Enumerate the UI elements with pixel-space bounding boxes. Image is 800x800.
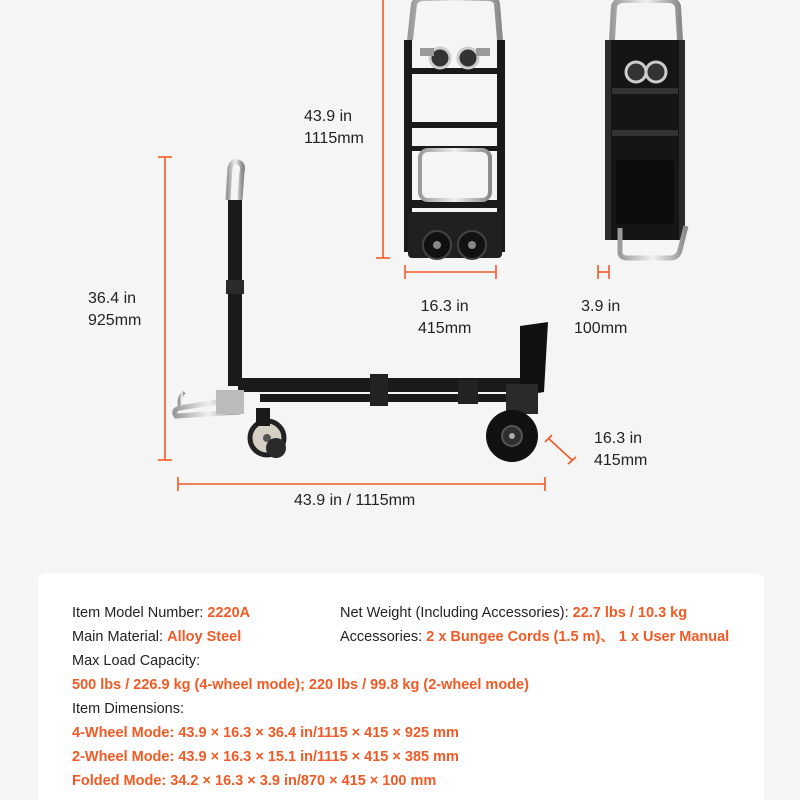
folded-dimensions: Folded Mode: 34.2 × 16.3 × 3.9 in/870 × 415 × 100 mm [72, 773, 437, 789]
upright-view [404, 0, 505, 259]
base-width-imperial: 16.3 in [594, 430, 643, 447]
model-row [72, 603, 250, 623]
side-height-label [88, 288, 141, 332]
front-width-label [418, 296, 471, 340]
two-wheel-dimensions: 2-Wheel Mode: 43.9 × 16.3 × 15.1 in/1115 × 415 × 385 mm [72, 749, 459, 765]
side-height-imperial: 36.4 in [88, 290, 137, 307]
front-width-imperial: 16.3 in [420, 298, 469, 315]
load-label: Max Load Capacity: [72, 653, 201, 669]
accessories-row [340, 627, 729, 647]
dimension-lines [158, 0, 609, 491]
two-wheel-row [72, 747, 459, 767]
weight-label: Net Weight (Including Accessories): [340, 605, 569, 621]
folded-view [605, 0, 686, 258]
side-height-metric: 925mm [88, 312, 142, 329]
folded-depth-metric: 100mm [574, 320, 628, 337]
dimensions-label-row [72, 699, 184, 719]
top-height-imperial: 43.9 in [304, 108, 353, 125]
base-width-label [594, 428, 647, 472]
folded-depth-imperial: 3.9 in [581, 298, 621, 315]
four-wheel-row [72, 723, 459, 743]
model-label: Item Model Number: [72, 605, 204, 621]
front-width-metric: 415mm [418, 320, 472, 337]
top-height-label [304, 106, 364, 150]
load-label-row [72, 651, 200, 671]
dimensions-label: Item Dimensions: [72, 701, 185, 717]
top-height-metric: 1115mm [304, 130, 364, 147]
length-value: 43.9 in / 1115mm [294, 492, 416, 509]
folded-depth-label [574, 296, 627, 340]
weight-row [340, 603, 687, 623]
material-value: Alloy Steel [167, 629, 242, 645]
material-row [72, 627, 241, 647]
load-value-row [72, 675, 529, 695]
load-value: 500 lbs / 226.9 kg (4-wheel mode); 220 lbs / 99.8 kg (2-wheel mode) [72, 677, 529, 693]
weight-value: 22.7 lbs / 10.3 kg [572, 605, 688, 621]
folded-row [72, 771, 436, 791]
spec-card [38, 573, 764, 800]
material-label: Main Material: [72, 629, 164, 645]
length-label [294, 490, 415, 512]
accessories-label: Accessories: [340, 629, 423, 645]
base-width-metric: 415mm [594, 452, 648, 469]
model-value: 2220A [207, 605, 251, 621]
four-wheel-dimensions: 4-Wheel Mode: 43.9 × 16.3 × 36.4 in/1115 × 415 × 925 mm [72, 725, 459, 741]
accessories-value: 2 x Bungee Cords (1.5 m)、 1 x User Manual [426, 629, 730, 645]
